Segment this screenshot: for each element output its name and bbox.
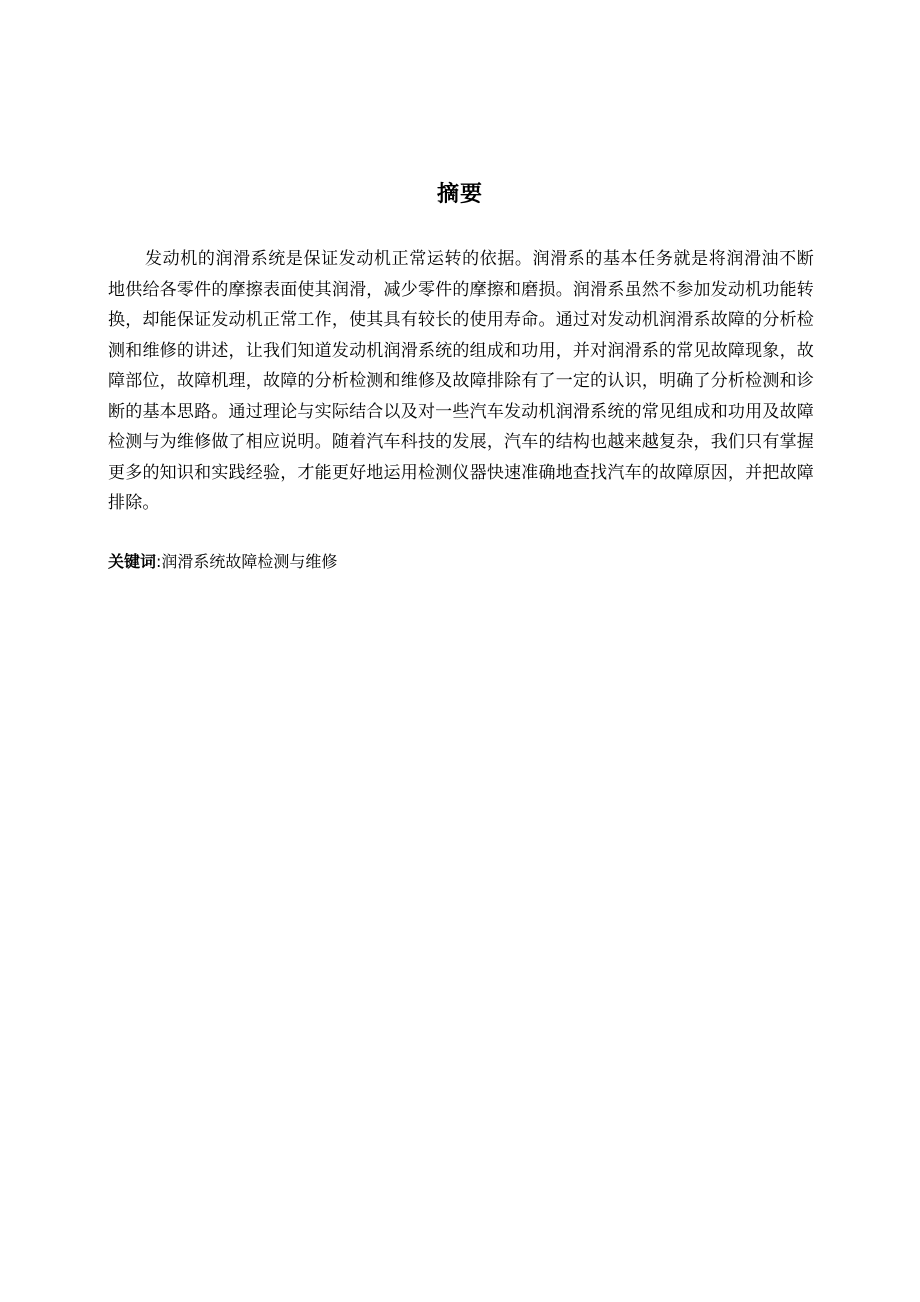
- keywords-line: [108, 548, 814, 576]
- page-title: 摘要: [436, 182, 483, 207]
- keywords-value: 润滑系统故障检测与维修: [161, 552, 338, 571]
- keywords-label: 关键词: [108, 552, 157, 571]
- abstract-paragraph: 发动机的润滑系统是保证发动机正常运转的依据。润滑系的基本任务就是将润滑油不断地供给各零件的摩擦表面使其润滑，减少零件的摩擦和磨损。润滑系虽然不参加发动机功能转换，却能保证发动机正常工作，使其具有较长的使用寿命。通过对发动机润滑系故障的分析检测和维修的讲述，让我们知道发动机润滑系统的组成和功用，并对润滑系的常见故障现象，故障部位，故障机理，故障的分析检测和维修及故障排除有了一定的认识，明确了分析检测和诊断的基本思路。通过理论与实际结合以及对一些汽车发动机润滑系统的常见组成和功用及故障检测与为维修做了相应说明。随着汽车科技的发展，汽车的结构也越来越复杂，我们只有掌握更多的知识和实践经验，才能更好地运用检测仪器快速准确地查找汽车的故障原因，并把故障排除。: [108, 249, 814, 513]
- keywords-separator: :: [156, 552, 162, 571]
